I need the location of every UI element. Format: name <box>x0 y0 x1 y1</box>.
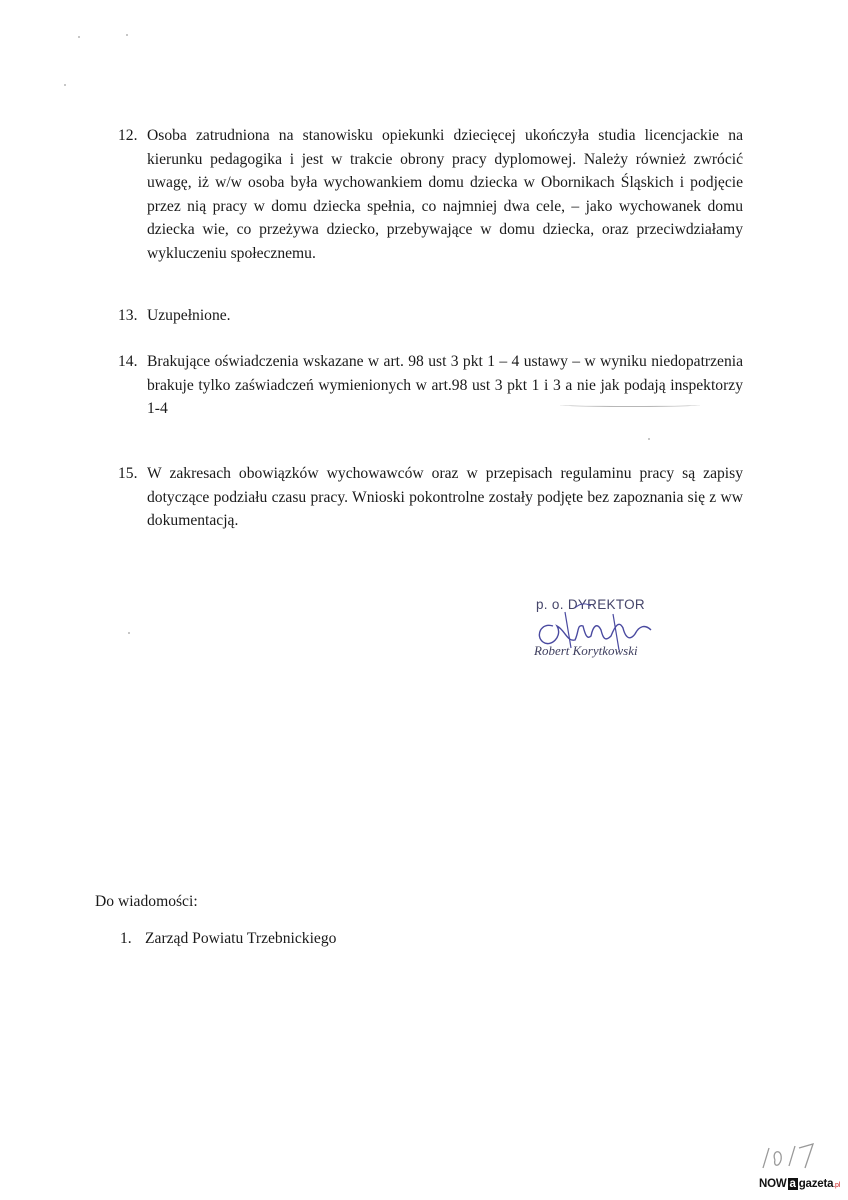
list-item-15 <box>118 462 743 533</box>
signature-block <box>505 596 675 666</box>
list-item-14 <box>118 350 743 421</box>
item-number: 14. <box>118 353 138 370</box>
handwritten-page-number <box>755 1138 825 1178</box>
scan-speck <box>126 34 128 36</box>
distribution-item-text: Zarząd Powiatu Trzebnickiego <box>145 930 337 947</box>
scan-speck <box>648 438 650 440</box>
scan-speck <box>128 632 130 634</box>
item-number: 13. <box>118 307 138 324</box>
item-text: Brakujące oświadczenia wskazane w art. 98 ust 3 pkt 1 – 4 ustawy – w wyniku niedopatrzenia brakuje tylko zaświadczeń wymienionych w art.98 ust 3 pkt 1 i 3 a nie jak podają inspektorzy 1-4 <box>147 353 743 417</box>
item-number: 15. <box>118 465 138 482</box>
watermark-logo <box>759 1178 840 1190</box>
distribution-heading: Do wiadomości: <box>95 893 198 910</box>
item-text: W zakresach obowiązków wychowawców oraz w przepisach regulaminu pracy są zapisy dotyczące podziału czasu pracy. Wnioski pokontrolne zostały podjęte bez zapoznania się z ww dokumentacją. <box>147 465 743 529</box>
item-text: Uzupełnione. <box>147 307 231 324</box>
distribution-item-number: 1. <box>120 930 132 947</box>
scan-speck <box>64 84 66 86</box>
logo-text: NOW <box>759 1178 787 1190</box>
distribution-item <box>120 930 336 948</box>
list-item-12 <box>118 124 743 265</box>
logo-domain: .pl <box>833 1182 841 1189</box>
signature-stamp-title: p. o. DYREKTOR <box>536 597 645 612</box>
list-item-13 <box>118 304 743 328</box>
logo-box: a <box>789 1178 796 1190</box>
pen-underline-mark <box>560 403 700 407</box>
item-number: 12. <box>118 127 138 144</box>
item-text: Osoba zatrudniona na stanowisku opiekunki dziecięcej ukończyła studia licencjackie na kierunku pedagogika i jest w trakcie obrony pracy dyplomowej. Należy również zwrócić uwagę, iż w/w osoba była wychowankiem domu dziecka w Obornikach Śląskich i podjęcie przez nią pracy w domu dziecka spełnia, co najmniej dwa cele, – jako wychowanek domu dziecka wie, co przeżywa dziecko, przebywające w domu dziecka, oraz przeciwdziałamy wykluczeniu społecznemu. <box>147 127 743 262</box>
scan-speck <box>78 36 80 38</box>
signature-stamp-name: Robert Korytkowski <box>534 643 638 658</box>
logo-text: gazeta <box>798 1178 834 1190</box>
